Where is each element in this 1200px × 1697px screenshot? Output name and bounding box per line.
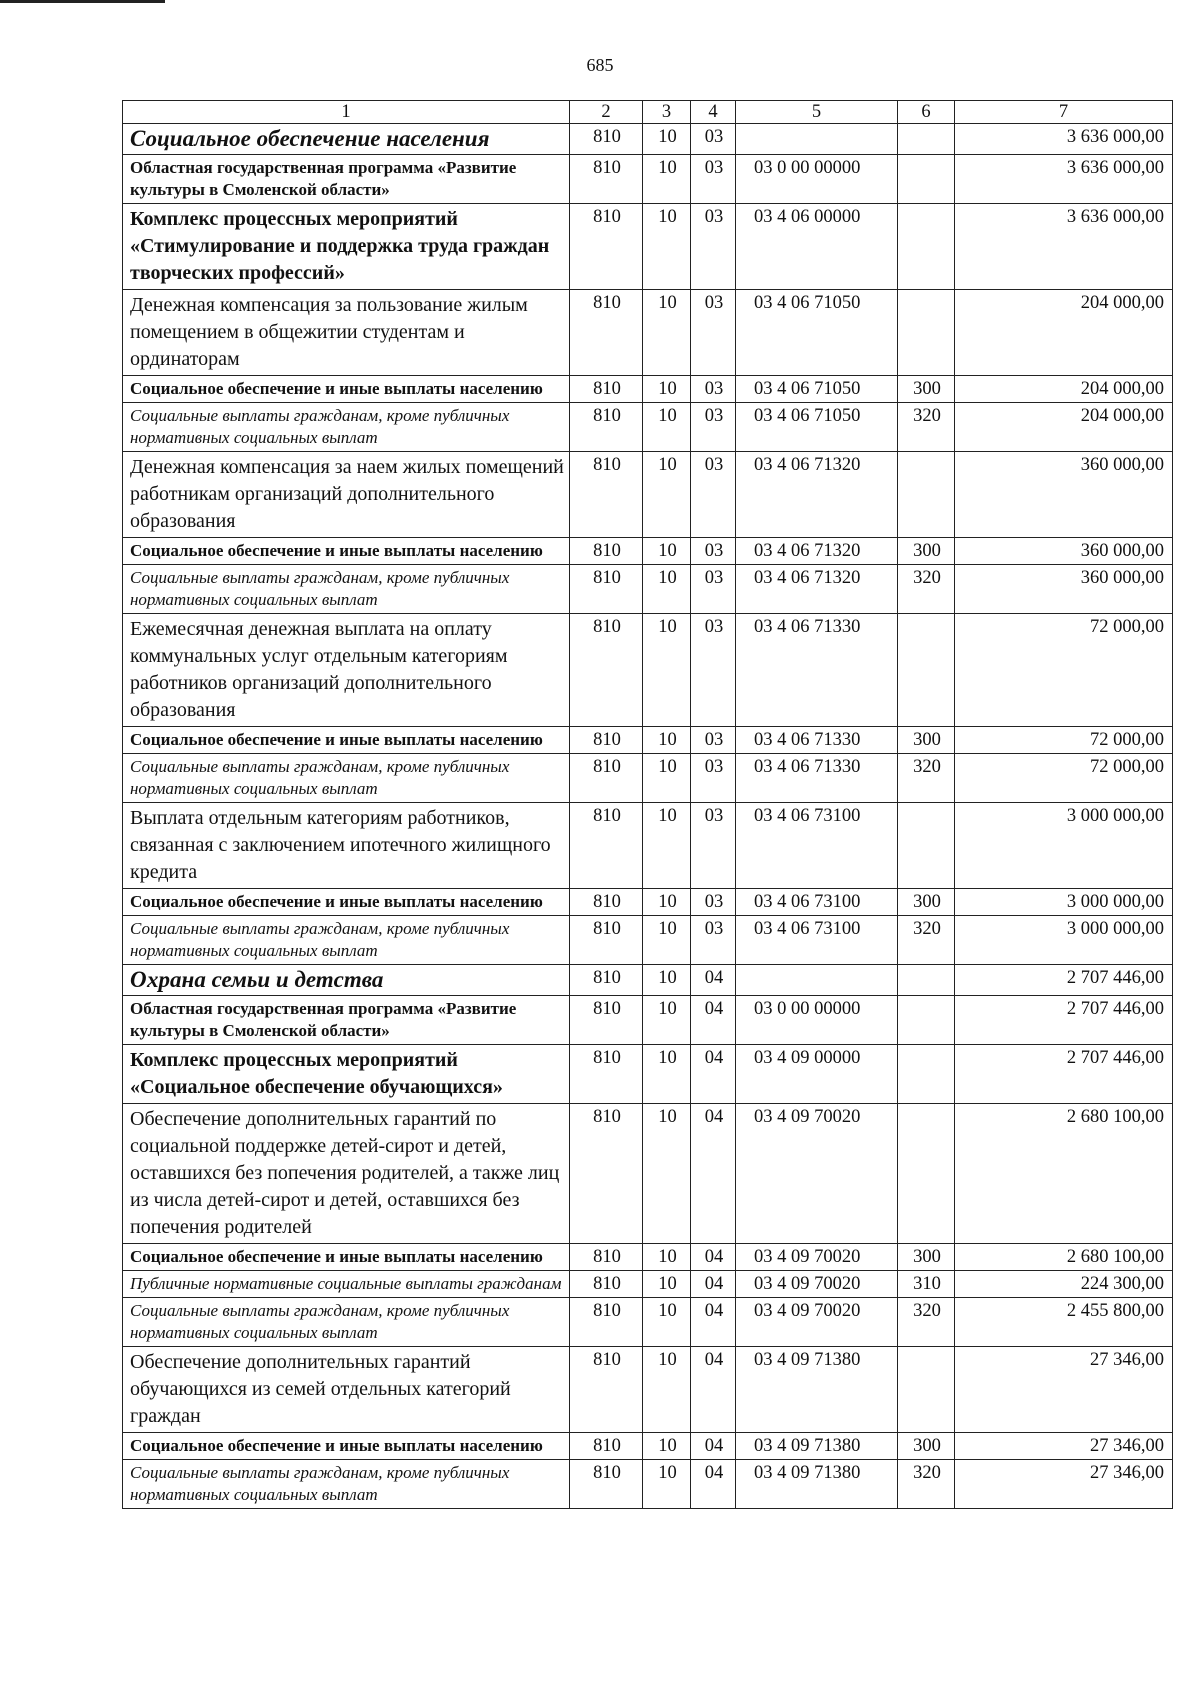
row-expense-type (898, 996, 955, 1045)
header-col-3: 3 (643, 101, 691, 124)
row-name: Социальное обеспечение и иные выплаты населению (123, 1433, 570, 1460)
row-target-article: 03 4 09 00000 (736, 1045, 898, 1104)
row-name: Социальное обеспечение и иные выплаты населению (123, 376, 570, 403)
row-subsection-code: 04 (691, 1460, 736, 1509)
row-target-article: 03 4 06 73100 (736, 803, 898, 889)
row-name: Социальное обеспечение и иные выплаты населению (123, 538, 570, 565)
header-col-1: 1 (123, 101, 570, 124)
table-row (123, 155, 1173, 204)
row-target-article: 03 4 06 71330 (736, 614, 898, 727)
row-target-article: 03 0 00 00000 (736, 996, 898, 1045)
row-subsection-code: 04 (691, 1104, 736, 1244)
row-name: Социальное обеспечение и иные выплаты населению (123, 727, 570, 754)
table-row (123, 1045, 1173, 1104)
row-subsection-code: 03 (691, 452, 736, 538)
row-ministry-code: 810 (570, 1271, 643, 1298)
row-amount: 224 300,00 (955, 1271, 1173, 1298)
row-section-code: 10 (643, 538, 691, 565)
table-row (123, 124, 1173, 155)
row-name: Ежемесячная денежная выплата на оплату коммунальных услуг отдельным категориям работников организаций дополнительного образования (123, 614, 570, 727)
row-section-code: 10 (643, 1460, 691, 1509)
row-section-code: 10 (643, 996, 691, 1045)
row-name: Социальное обеспечение и иные выплаты населению (123, 1244, 570, 1271)
row-subsection-code: 04 (691, 965, 736, 996)
table-row (123, 916, 1173, 965)
row-amount: 3 000 000,00 (955, 916, 1173, 965)
row-subsection-code: 03 (691, 565, 736, 614)
row-target-article: 03 4 06 71050 (736, 376, 898, 403)
row-amount: 72 000,00 (955, 754, 1173, 803)
row-ministry-code: 810 (570, 754, 643, 803)
row-expense-type: 320 (898, 565, 955, 614)
row-name: Социальные выплаты гражданам, кроме публичных нормативных социальных выплат (123, 916, 570, 965)
row-ministry-code: 810 (570, 1347, 643, 1433)
row-subsection-code: 04 (691, 1271, 736, 1298)
table-row (123, 1244, 1173, 1271)
row-name: Выплата отдельным категориям работников, связанная с заключением ипотечного жилищного кредита (123, 803, 570, 889)
header-col-7: 7 (955, 101, 1173, 124)
table-row (123, 803, 1173, 889)
row-subsection-code: 03 (691, 754, 736, 803)
row-name: Денежная компенсация за пользование жилым помещением в общежитии студентам и ординаторам (123, 290, 570, 376)
row-target-article (736, 124, 898, 155)
table-row (123, 290, 1173, 376)
row-section-code: 10 (643, 1104, 691, 1244)
row-expense-type (898, 1347, 955, 1433)
row-target-article: 03 4 09 70020 (736, 1104, 898, 1244)
row-target-article: 03 4 09 70020 (736, 1298, 898, 1347)
row-subsection-code: 03 (691, 727, 736, 754)
row-expense-type (898, 290, 955, 376)
row-amount: 204 000,00 (955, 376, 1173, 403)
row-subsection-code: 03 (691, 614, 736, 727)
row-amount: 72 000,00 (955, 727, 1173, 754)
table-row (123, 727, 1173, 754)
row-target-article: 03 4 06 00000 (736, 204, 898, 290)
row-expense-type (898, 452, 955, 538)
row-subsection-code: 04 (691, 1433, 736, 1460)
table-row (123, 204, 1173, 290)
row-subsection-code: 03 (691, 376, 736, 403)
row-subsection-code: 03 (691, 803, 736, 889)
row-amount: 3 000 000,00 (955, 803, 1173, 889)
table-row (123, 889, 1173, 916)
row-ministry-code: 810 (570, 452, 643, 538)
table-row (123, 614, 1173, 727)
table-row (123, 1271, 1173, 1298)
row-section-code: 10 (643, 565, 691, 614)
row-section-code: 10 (643, 1433, 691, 1460)
row-expense-type (898, 124, 955, 155)
row-amount: 2 707 446,00 (955, 996, 1173, 1045)
row-subsection-code: 04 (691, 1298, 736, 1347)
row-section-code: 10 (643, 124, 691, 155)
row-section-code: 10 (643, 155, 691, 204)
row-expense-type: 320 (898, 916, 955, 965)
row-ministry-code: 810 (570, 1244, 643, 1271)
row-subsection-code: 03 (691, 204, 736, 290)
row-name: Социальные выплаты гражданам, кроме публичных нормативных социальных выплат (123, 565, 570, 614)
row-section-code: 10 (643, 614, 691, 727)
row-name: Областная государственная программа «Развитие культуры в Смоленской области» (123, 155, 570, 204)
row-expense-type: 300 (898, 538, 955, 565)
row-subsection-code: 03 (691, 403, 736, 452)
row-target-article: 03 4 09 70020 (736, 1244, 898, 1271)
row-target-article: 03 4 09 71380 (736, 1347, 898, 1433)
row-name: Социальные выплаты гражданам, кроме публичных нормативных социальных выплат (123, 1298, 570, 1347)
table-row (123, 565, 1173, 614)
row-ministry-code: 810 (570, 538, 643, 565)
table-row (123, 1460, 1173, 1509)
row-ministry-code: 810 (570, 1104, 643, 1244)
row-name: Областная государственная программа «Развитие культуры в Смоленской области» (123, 996, 570, 1045)
row-amount: 72 000,00 (955, 614, 1173, 727)
row-ministry-code: 810 (570, 1298, 643, 1347)
row-amount: 3 636 000,00 (955, 155, 1173, 204)
row-expense-type: 320 (898, 403, 955, 452)
row-ministry-code: 810 (570, 1045, 643, 1104)
row-ministry-code: 810 (570, 889, 643, 916)
row-name: Социальные выплаты гражданам, кроме публичных нормативных социальных выплат (123, 754, 570, 803)
row-expense-type (898, 614, 955, 727)
row-subsection-code: 03 (691, 538, 736, 565)
row-expense-type: 300 (898, 727, 955, 754)
row-amount: 360 000,00 (955, 538, 1173, 565)
row-target-article: 03 4 09 71380 (736, 1460, 898, 1509)
header-col-6: 6 (898, 101, 955, 124)
row-expense-type: 320 (898, 1298, 955, 1347)
row-ministry-code: 810 (570, 1433, 643, 1460)
row-target-article: 03 0 00 00000 (736, 155, 898, 204)
row-name: Обеспечение дополнительных гарантий по социальной поддержке детей-сирот и детей, оставшихся без попечения родителей, а также лиц из числа детей-сирот и детей, оставшихся без попечения родителей (123, 1104, 570, 1244)
row-section-code: 10 (643, 1298, 691, 1347)
table-row (123, 538, 1173, 565)
table-row (123, 965, 1173, 996)
table-row (123, 1347, 1173, 1433)
row-amount: 27 346,00 (955, 1347, 1173, 1433)
row-section-code: 10 (643, 290, 691, 376)
header-col-4: 4 (691, 101, 736, 124)
row-subsection-code: 03 (691, 155, 736, 204)
row-ministry-code: 810 (570, 965, 643, 996)
row-expense-type: 300 (898, 1244, 955, 1271)
row-expense-type (898, 1104, 955, 1244)
row-name: Социальные выплаты гражданам, кроме публичных нормативных социальных выплат (123, 403, 570, 452)
row-amount: 27 346,00 (955, 1433, 1173, 1460)
row-amount: 360 000,00 (955, 565, 1173, 614)
row-subsection-code: 04 (691, 996, 736, 1045)
row-target-article: 03 4 06 71320 (736, 452, 898, 538)
row-name: Социальные выплаты гражданам, кроме публичных нормативных социальных выплат (123, 1460, 570, 1509)
row-expense-type: 320 (898, 754, 955, 803)
row-ministry-code: 810 (570, 1460, 643, 1509)
row-target-article: 03 4 06 73100 (736, 889, 898, 916)
table-row (123, 403, 1173, 452)
row-target-article: 03 4 09 70020 (736, 1271, 898, 1298)
row-section-code: 10 (643, 889, 691, 916)
row-section-code: 10 (643, 1271, 691, 1298)
row-amount: 2 680 100,00 (955, 1104, 1173, 1244)
row-subsection-code: 03 (691, 889, 736, 916)
row-target-article: 03 4 06 71320 (736, 538, 898, 565)
row-target-article: 03 4 06 71320 (736, 565, 898, 614)
table-row (123, 1104, 1173, 1244)
table-row (123, 452, 1173, 538)
row-ministry-code: 810 (570, 155, 643, 204)
budget-table (122, 100, 1173, 1509)
header-row (123, 101, 1173, 124)
row-ministry-code: 810 (570, 403, 643, 452)
table-row (123, 1298, 1173, 1347)
row-section-code: 10 (643, 965, 691, 996)
row-amount: 27 346,00 (955, 1460, 1173, 1509)
table-row (123, 376, 1173, 403)
row-ministry-code: 810 (570, 803, 643, 889)
row-section-code: 10 (643, 1347, 691, 1433)
row-subsection-code: 04 (691, 1244, 736, 1271)
row-target-article: 03 4 06 71330 (736, 754, 898, 803)
row-ministry-code: 810 (570, 614, 643, 727)
row-name: Социальное обеспечение и иные выплаты населению (123, 889, 570, 916)
row-ministry-code: 810 (570, 290, 643, 376)
row-name: Обеспечение дополнительных гарантий обучающихся из семей отдельных категорий граждан (123, 1347, 570, 1433)
row-ministry-code: 810 (570, 996, 643, 1045)
row-ministry-code: 810 (570, 916, 643, 965)
row-subsection-code: 04 (691, 1347, 736, 1433)
row-expense-type: 310 (898, 1271, 955, 1298)
row-target-article: 03 4 06 71050 (736, 403, 898, 452)
row-name: Комплекс процессных мероприятий «Стимулирование и поддержка труда граждан творческих профессий» (123, 204, 570, 290)
table-row (123, 754, 1173, 803)
row-section-code: 10 (643, 376, 691, 403)
header-col-5: 5 (736, 101, 898, 124)
row-section-code: 10 (643, 403, 691, 452)
row-target-article (736, 965, 898, 996)
row-amount: 2 707 446,00 (955, 1045, 1173, 1104)
row-name: Денежная компенсация за наем жилых помещений работникам организаций дополнительного образования (123, 452, 570, 538)
row-amount: 2 455 800,00 (955, 1298, 1173, 1347)
row-amount: 3 636 000,00 (955, 204, 1173, 290)
row-expense-type (898, 965, 955, 996)
page-number: 685 (586, 55, 614, 75)
row-name: Публичные нормативные социальные выплаты гражданам (123, 1271, 570, 1298)
row-expense-type: 300 (898, 376, 955, 403)
row-expense-type (898, 1045, 955, 1104)
row-name: Охрана семьи и детства (123, 965, 570, 996)
row-target-article: 03 4 06 73100 (736, 916, 898, 965)
row-expense-type (898, 803, 955, 889)
row-target-article: 03 4 06 71330 (736, 727, 898, 754)
row-amount: 3 000 000,00 (955, 889, 1173, 916)
row-ministry-code: 810 (570, 376, 643, 403)
row-expense-type: 320 (898, 1460, 955, 1509)
row-subsection-code: 03 (691, 916, 736, 965)
row-ministry-code: 810 (570, 124, 643, 155)
row-section-code: 10 (643, 803, 691, 889)
table-row (123, 1433, 1173, 1460)
row-name: Комплекс процессных мероприятий «Социальное обеспечение обучающихся» (123, 1045, 570, 1104)
header-col-2: 2 (570, 101, 643, 124)
row-amount: 204 000,00 (955, 403, 1173, 452)
row-amount: 3 636 000,00 (955, 124, 1173, 155)
row-ministry-code: 810 (570, 727, 643, 754)
row-amount: 204 000,00 (955, 290, 1173, 376)
row-section-code: 10 (643, 916, 691, 965)
row-ministry-code: 810 (570, 204, 643, 290)
row-target-article: 03 4 06 71050 (736, 290, 898, 376)
table-row (123, 996, 1173, 1045)
row-section-code: 10 (643, 754, 691, 803)
corner-rule (0, 0, 165, 3)
row-section-code: 10 (643, 452, 691, 538)
row-target-article: 03 4 09 71380 (736, 1433, 898, 1460)
row-expense-type (898, 204, 955, 290)
row-subsection-code: 04 (691, 1045, 736, 1104)
row-subsection-code: 03 (691, 124, 736, 155)
row-section-code: 10 (643, 1244, 691, 1271)
row-amount: 2 707 446,00 (955, 965, 1173, 996)
row-subsection-code: 03 (691, 290, 736, 376)
row-section-code: 10 (643, 204, 691, 290)
row-section-code: 10 (643, 1045, 691, 1104)
row-section-code: 10 (643, 727, 691, 754)
row-amount: 2 680 100,00 (955, 1244, 1173, 1271)
row-amount: 360 000,00 (955, 452, 1173, 538)
row-ministry-code: 810 (570, 565, 643, 614)
row-name: Социальное обеспечение населения (123, 124, 570, 155)
row-expense-type: 300 (898, 889, 955, 916)
row-expense-type: 300 (898, 1433, 955, 1460)
row-expense-type (898, 155, 955, 204)
